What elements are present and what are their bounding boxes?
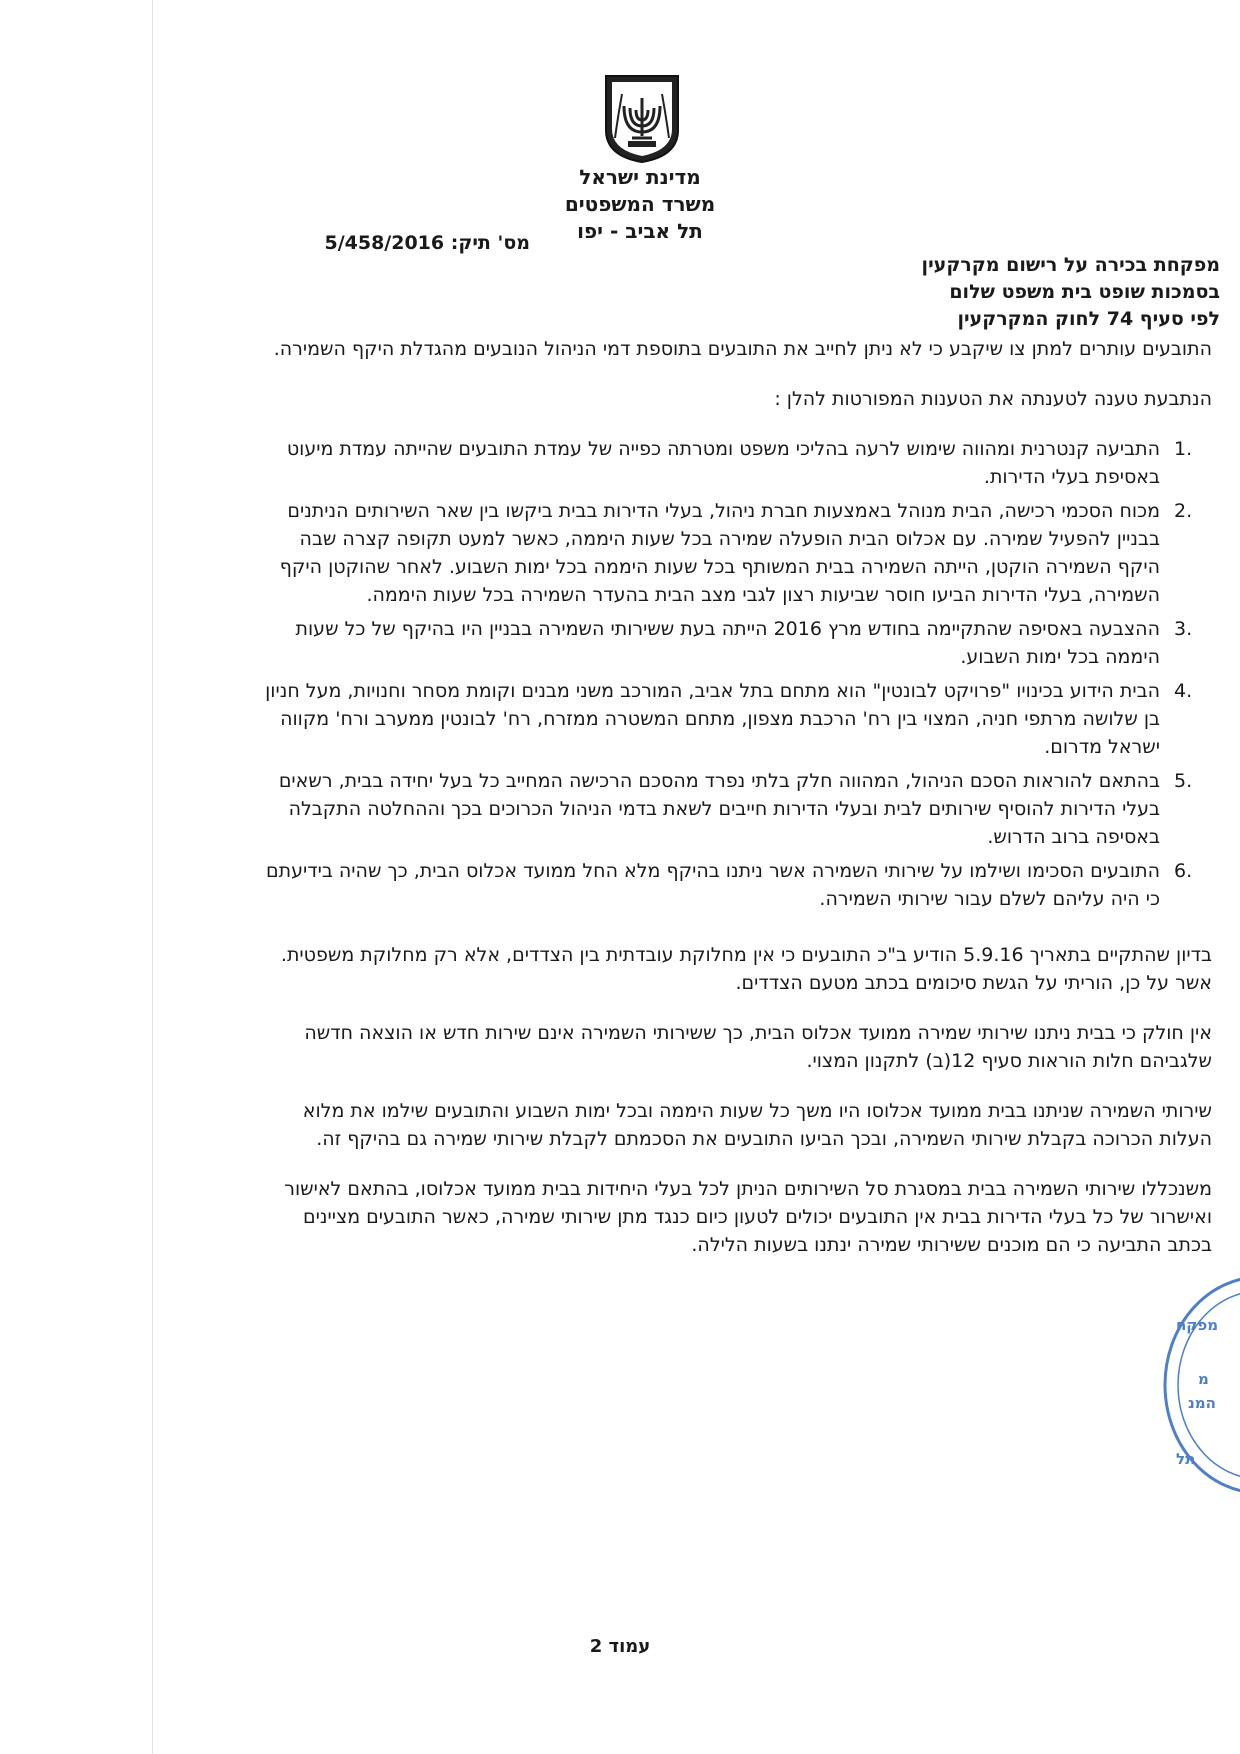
intro-paragraph: התובעים עותרים למתן צו שיקבע כי לא ניתן לחייב את התובעים בתוספת דמי הניהול הנובעים מהגדלת היקף השמירה. bbox=[273, 338, 1212, 360]
authority-block bbox=[880, 252, 1220, 333]
hearing-order: אשר על כן, הוריתי על הגשת סיכומים בכתב מטעם הצדדים. bbox=[735, 972, 1212, 994]
claim-number: 4. bbox=[1174, 680, 1193, 702]
claim-text: מכוח הסכמי רכישה, הבית מנוהל באמצעות חברת ניהול, בעלי הדירות בבית ביקשו בין שאר השירותים הניתנים בבניין להפעיל שמירה. עם אכלוס הבית הופעלה שמירה בכל שעות היממה, כאשר למעט תקופה קצרה שבה היקף השמירה הוקטן, הייתה השמירה בבית המשותף בכל שעות היממה בכל ימות השבוע. לאחר שהוקטן היקף השמירה, בעלי הדירות הביעו חוסר שביעות רצון לגבי מצב הבית בהעדר השמירה בכל שעות היממה. bbox=[279, 500, 1160, 606]
claim-text: התביעה קנטרנית ומהווה שימוש לרעה בהליכי משפט ומטרתה כפייה של עמדת התובעים שהייתה עמדת מיעוט באסיפת בעלי הדירות. bbox=[286, 438, 1160, 488]
claim-number: 1. bbox=[1174, 438, 1193, 460]
claims-list bbox=[262, 435, 1212, 913]
stamp-text-3: המנ bbox=[1188, 1394, 1216, 1412]
case-number: מס' תיק: 5/458/2016 bbox=[324, 232, 530, 254]
list-item bbox=[262, 497, 1212, 609]
page-edge-line bbox=[152, 0, 153, 1754]
office-stamp bbox=[1150, 1270, 1240, 1500]
claim-text: הבית הידוע בכינויו "פרויקט לבונטין" הוא מתחם בתל אביב, המורכב משני מבנים וקומת מסחר וחנויות, מעל חניון בן שלושה מרתפי חניה, המצוי בין רח' הרכבת מצפון, מתחם המשטרה ממזרח, רח' לבונטין ממערב ורח' מקווה ישראל מדרום. bbox=[265, 680, 1160, 758]
claim-text: התובעים הסכימו ושילמו על שירותי השמירה אשר ניתנו בהיקף מלא החל ממועד אכלוס הבית, כך שהיה בידיעתם כי היה עליהם לשלם עבור שירותי השמירה. bbox=[266, 860, 1160, 910]
claim-text: ההצבעה באסיפה שהתקיימה בחודש מרץ 2016 הייתה בעת ששירותי השמירה בבניין היו בהיקף של כל שעות היממה בכל ימות השבוע. bbox=[295, 618, 1160, 668]
claim-text: בהתאם להוראות הסכם הניהול, המהווה חלק בלתי נפרד מהסכם הרכישה המחייב כל בעל יחידה בבית, רשאים בעלי הדירות להוסיף שירותים לבית ובעלי הדירות חייבים לשאת בדמי הניהול הכרוכים בכך וההחלטה התקבלה באסיפה ברוב הדרוש. bbox=[278, 770, 1160, 848]
list-item bbox=[262, 767, 1212, 851]
claim-number: 5. bbox=[1174, 770, 1193, 792]
authority-line-2: בסמכות שופט בית משפט שלום bbox=[949, 281, 1220, 303]
defense-intro: הנתבעת טענה לטענתה את הטענות המפורטות להלן : bbox=[774, 388, 1212, 410]
list-item bbox=[262, 857, 1212, 913]
stamp-text-1: מפקח bbox=[1176, 1316, 1219, 1334]
ministry-header bbox=[520, 164, 760, 245]
list-item bbox=[262, 615, 1212, 671]
state-emblem-icon bbox=[602, 72, 682, 164]
claim-number: 3. bbox=[1174, 618, 1193, 640]
page-number: עמוד 2 bbox=[589, 1636, 651, 1657]
authority-line-3: לפי סעיף 74 לחוק המקרקעין bbox=[957, 308, 1220, 330]
ministry-line-city: תל אביב - יפו bbox=[577, 219, 703, 243]
authority-line-1: מפקחת בכירה על רישום מקרקעין bbox=[921, 254, 1220, 276]
ruling-paragraph-1: אין חולק כי בבית ניתנו שירותי שמירה ממועד אכלוס הבית, כך ששירותי השמירה אינם שירות חדש או הוצאה חדשה שלגביהם חלות הוראות סעיף 12(ב) לתקנון המצוי. bbox=[304, 1022, 1212, 1072]
list-item bbox=[262, 677, 1212, 761]
stamp-text-4: תל bbox=[1176, 1450, 1196, 1468]
hearing-paragraph: בדיון שהתקיים בתאריך 5.9.16 הודיע ב"כ התובעים כי אין מחלוקת עובדתית בין הצדדים, אלא רק מחלוקת משפטית. bbox=[280, 944, 1212, 966]
claim-number: 2. bbox=[1174, 500, 1193, 522]
document-body bbox=[262, 335, 1212, 1281]
ruling-paragraph-3: משנכללו שירותי השמירה בבית במסגרת סל השירותים הניתן לכל בעלי היחידות בבית ממועד אכלוסו, בהתאם לאישור ואישרור של כל בעלי הדירות בבית אין התובעים יכולים לטעון כיום כנגד מתן שירותי שמירה, כאשר התובעים מציינים בכתב התביעה כי הם מוכנים ששירותי שמירה ינתנו בשעות הלילה. bbox=[284, 1178, 1212, 1256]
stamp-text-2: מ bbox=[1198, 1370, 1209, 1388]
ministry-line-state: מדינת ישראל bbox=[579, 165, 701, 189]
claim-number: 6. bbox=[1174, 860, 1193, 882]
ministry-line-justice: משרד המשפטים bbox=[564, 192, 716, 216]
list-item bbox=[262, 435, 1212, 491]
ruling-paragraph-2: שירותי השמירה שניתנו בבית ממועד אכלוסו היו משך כל שעות היממה ובכל ימות השבוע והתובעים שילמו את מלוא העלות הכרוכה בקבלת שירותי השמירה, ובכך הביעו התובעים את הסכמתם לקבלת שירותי שמירה גם בהיקף זה. bbox=[302, 1100, 1212, 1150]
